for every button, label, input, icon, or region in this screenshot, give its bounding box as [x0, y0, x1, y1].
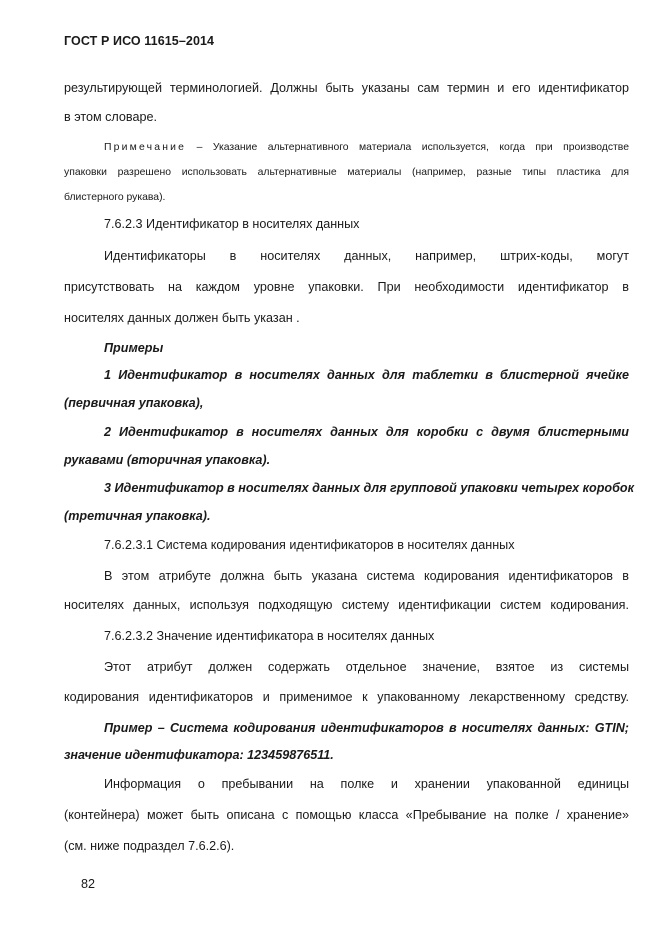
- note-line: упаковки разрешено использовать альтернативные материалы (например, разные типы пластика для: [64, 167, 629, 178]
- example-line: 2 Идентификатор в носителях данных для коробки с двумя блистерными: [104, 425, 629, 439]
- paragraph-line: присутствовать на каждом уровне упаковки. При необходимости идентификатор в: [64, 280, 629, 294]
- document-header: ГОСТ Р ИСО 11615–2014: [64, 34, 215, 48]
- paragraph-line: (контейнера) может быть описана с помощью класса «Пребывание на полке / хранение»: [64, 808, 629, 822]
- example-line: (первичная упаковка),: [64, 396, 204, 410]
- section-heading: 7.6.2.3.2 Значение идентификатора в носителях данных: [104, 629, 435, 643]
- paragraph-line: результирующей терминологией. Должны быть указаны сам термин и его идентификатор: [64, 81, 629, 95]
- section-heading: 7.6.2.3.1 Система кодирования идентификаторов в носителях данных: [104, 538, 515, 552]
- paragraph-line: носителях данных должен быть указан .: [64, 311, 300, 325]
- paragraph-line: (см. ниже подраздел 7.6.2.6).: [64, 839, 235, 853]
- example-line: 3 Идентификатор в носителях данных для групповой упаковки четырех коробок: [104, 481, 634, 495]
- page-number: 82: [81, 877, 96, 891]
- paragraph-line: Идентификаторы в носителях данных, например, штрих-коды, могут: [104, 249, 629, 263]
- example-line: Пример – Система кодирования идентификаторов в носителях данных: GTIN;: [104, 721, 629, 735]
- example-line: рукавами (вторичная упаковка).: [64, 453, 271, 467]
- paragraph-line: носителях данных, используя подходящую систему идентификации систем кодирования.: [64, 598, 629, 612]
- paragraph-line: Информация о пребывании на полке и хранении упакованной единицы: [104, 777, 629, 791]
- paragraph-line: в этом словаре.: [64, 110, 157, 124]
- paragraph-line: Этот атрибут должен содержать отдельное значение, взятое из системы: [104, 660, 629, 674]
- section-heading: 7.6.2.3 Идентификатор в носителях данных: [104, 217, 360, 231]
- examples-title: Примеры: [104, 341, 164, 355]
- example-line: (третичная упаковка).: [64, 509, 211, 523]
- paragraph-line: В этом атрибуте должна быть указана система кодирования идентификаторов в: [104, 569, 629, 583]
- paragraph-line: кодирования идентификаторов и применимое к упакованному лекарственному средству.: [64, 690, 629, 704]
- note-line: [104, 140, 629, 156]
- example-line: значение идентификатора: 123459876511.: [64, 748, 334, 762]
- note-label: Примечание: [104, 142, 187, 153]
- note-line: блистерного рукава).: [64, 192, 166, 203]
- note-text: – Указание альтернативного материала используется, когда при производстве: [186, 142, 629, 153]
- example-line: 1 Идентификатор в носителях данных для таблетки в блистерной ячейке: [104, 368, 629, 382]
